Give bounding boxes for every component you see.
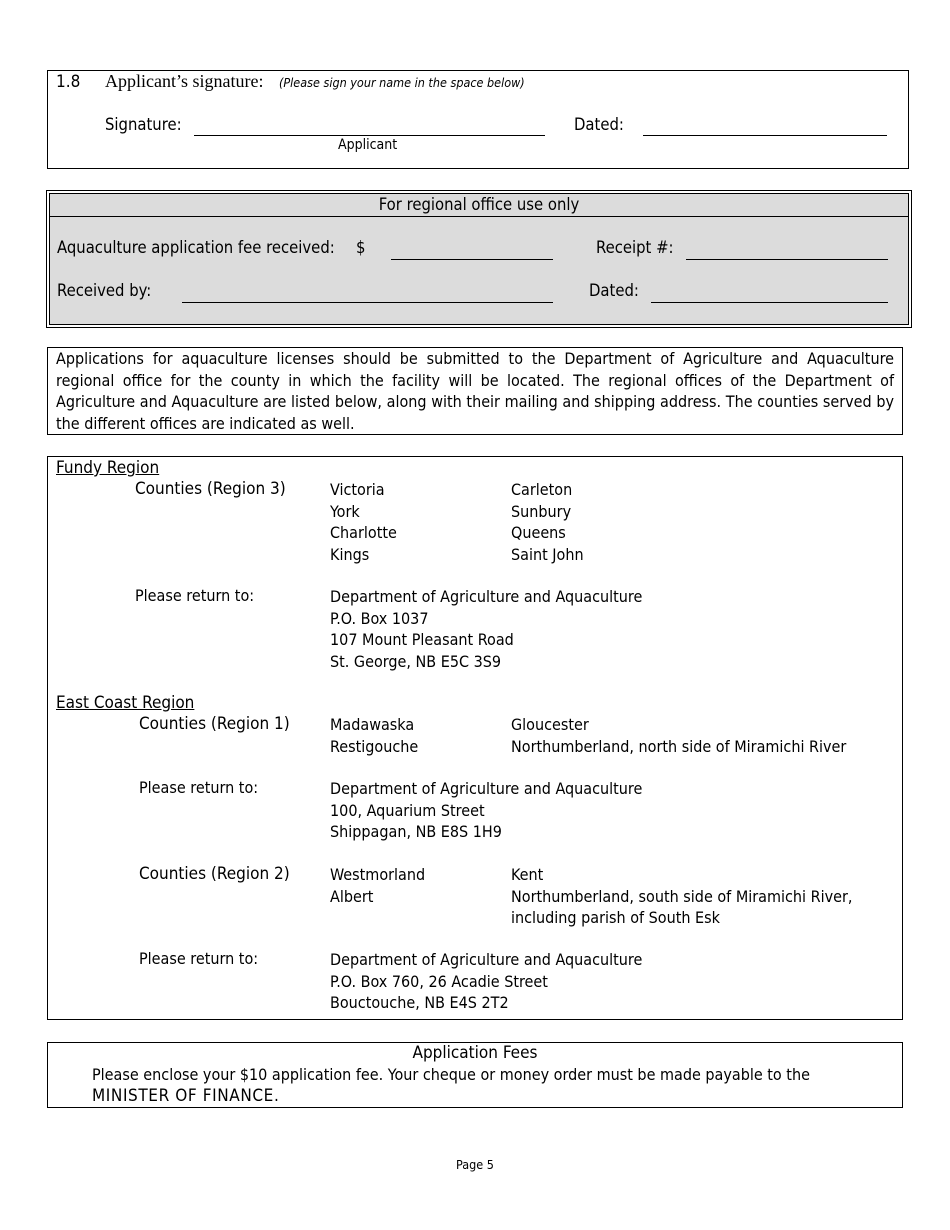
- address-line: Department of Agriculture and Aquaculture: [330, 950, 643, 969]
- regions-section: [47, 456, 903, 1020]
- office-use-section: [46, 190, 912, 328]
- fundy-return-label: Please return to:: [135, 586, 255, 605]
- office-date-line[interactable]: [651, 302, 888, 303]
- county: Gloucester: [511, 715, 589, 734]
- county: Victoria: [330, 480, 385, 499]
- fundy-region-heading: Fundy Region: [56, 458, 160, 478]
- region2-counties-col1: [330, 864, 425, 907]
- section-number: 1.8: [56, 72, 81, 92]
- region2-address: [330, 949, 642, 1014]
- region1-counties-col1: [330, 714, 418, 757]
- received-by-label: Received by:: [57, 281, 152, 300]
- address-line: Shippagan, NB E8S 1H9: [330, 822, 502, 841]
- region1-counties-label: Counties (Region 1): [139, 714, 290, 734]
- county: Northumberland, south side of Miramichi River,: [511, 886, 853, 906]
- info-section: [47, 347, 903, 435]
- address-line: Department of Agriculture and Aquaculture: [330, 779, 643, 798]
- address-line: Department of Agriculture and Aquaculture: [330, 587, 643, 606]
- east-coast-region-heading: East Coast Region: [56, 693, 195, 713]
- signature-dated-label: Dated:: [574, 115, 624, 134]
- receipt-label: Receipt #:: [596, 238, 674, 257]
- signature-date-line[interactable]: [643, 135, 887, 136]
- signature-line[interactable]: [194, 135, 545, 136]
- address-line: Bouctouche, NB E4S 2T2: [330, 993, 509, 1012]
- region1-counties-col2: [511, 714, 846, 757]
- fees-line-1: Please enclose your $10 application fee. Your cheque or money order must be made payable to the: [92, 1065, 810, 1084]
- county: Restigouche: [330, 736, 419, 756]
- payee-name: MINISTER OF FINANCE: [92, 1086, 274, 1106]
- signature-section: [47, 70, 909, 169]
- currency-symbol: $: [356, 238, 366, 257]
- fundy-counties-col1: [330, 479, 397, 565]
- county: Saint John: [511, 544, 584, 564]
- county: Madawaska: [330, 715, 415, 734]
- address-line: 100, Aquarium Street: [330, 800, 485, 820]
- county: Queens: [511, 523, 566, 542]
- address-line: 107 Mount Pleasant Road: [330, 630, 514, 649]
- region1-address: [330, 778, 642, 843]
- info-paragraph: Applications for aquaculture licenses should be submitted to the Department of Agriculture and Aquaculture regional office for the county in which the facility will be located. The regional offices of the Department of Agriculture and Aquaculture are listed below, along with their mailing and shipping address. The counties served by the different offices are indicated as well.: [56, 349, 894, 433]
- county: Kent: [511, 865, 544, 884]
- fee-amount-line[interactable]: [391, 259, 553, 260]
- office-use-title: For regional office use only: [50, 194, 908, 217]
- fees-section: [47, 1042, 903, 1108]
- address-line: St. George, NB E5C 3S9: [330, 651, 502, 671]
- signature-label: Signature:: [105, 115, 182, 134]
- section-title: Applicant’s signature:: [105, 71, 264, 91]
- fundy-counties-label: Counties (Region 3): [135, 479, 286, 499]
- region2-return-label: Please return to:: [139, 949, 259, 968]
- county: Sunbury: [511, 501, 572, 521]
- county: Albert: [330, 886, 374, 906]
- county: Kings: [330, 544, 370, 564]
- county: York: [330, 501, 360, 521]
- fundy-counties-col2: [511, 479, 584, 565]
- region1-return-label: Please return to:: [139, 778, 259, 797]
- region2-counties-col2: [511, 864, 852, 929]
- county: including parish of South Esk: [511, 908, 720, 927]
- page-number: Page 5: [456, 1157, 494, 1172]
- address-line: P.O. Box 1037: [330, 608, 429, 628]
- received-by-line[interactable]: [182, 302, 553, 303]
- county: Northumberland, north side of Miramichi River: [511, 736, 847, 756]
- fees-title: Application Fees: [412, 1043, 538, 1063]
- fundy-address: [330, 586, 642, 672]
- signature-caption: Applicant: [338, 137, 398, 153]
- county: Carleton: [511, 480, 573, 499]
- office-dated-label: Dated:: [589, 281, 639, 300]
- section-instruction: (Please sign your name in the space below): [279, 75, 525, 90]
- fees-payee: [92, 1086, 279, 1106]
- county: Charlotte: [330, 523, 397, 542]
- fee-received-label: Aquaculture application fee received:: [57, 238, 335, 257]
- region2-counties-label: Counties (Region 2): [139, 864, 290, 884]
- receipt-number-line[interactable]: [686, 259, 888, 260]
- address-line: P.O. Box 760, 26 Acadie Street: [330, 971, 548, 991]
- county: Westmorland: [330, 865, 426, 884]
- office-use-panel: [49, 193, 909, 325]
- payee-suffix: .: [273, 1086, 280, 1106]
